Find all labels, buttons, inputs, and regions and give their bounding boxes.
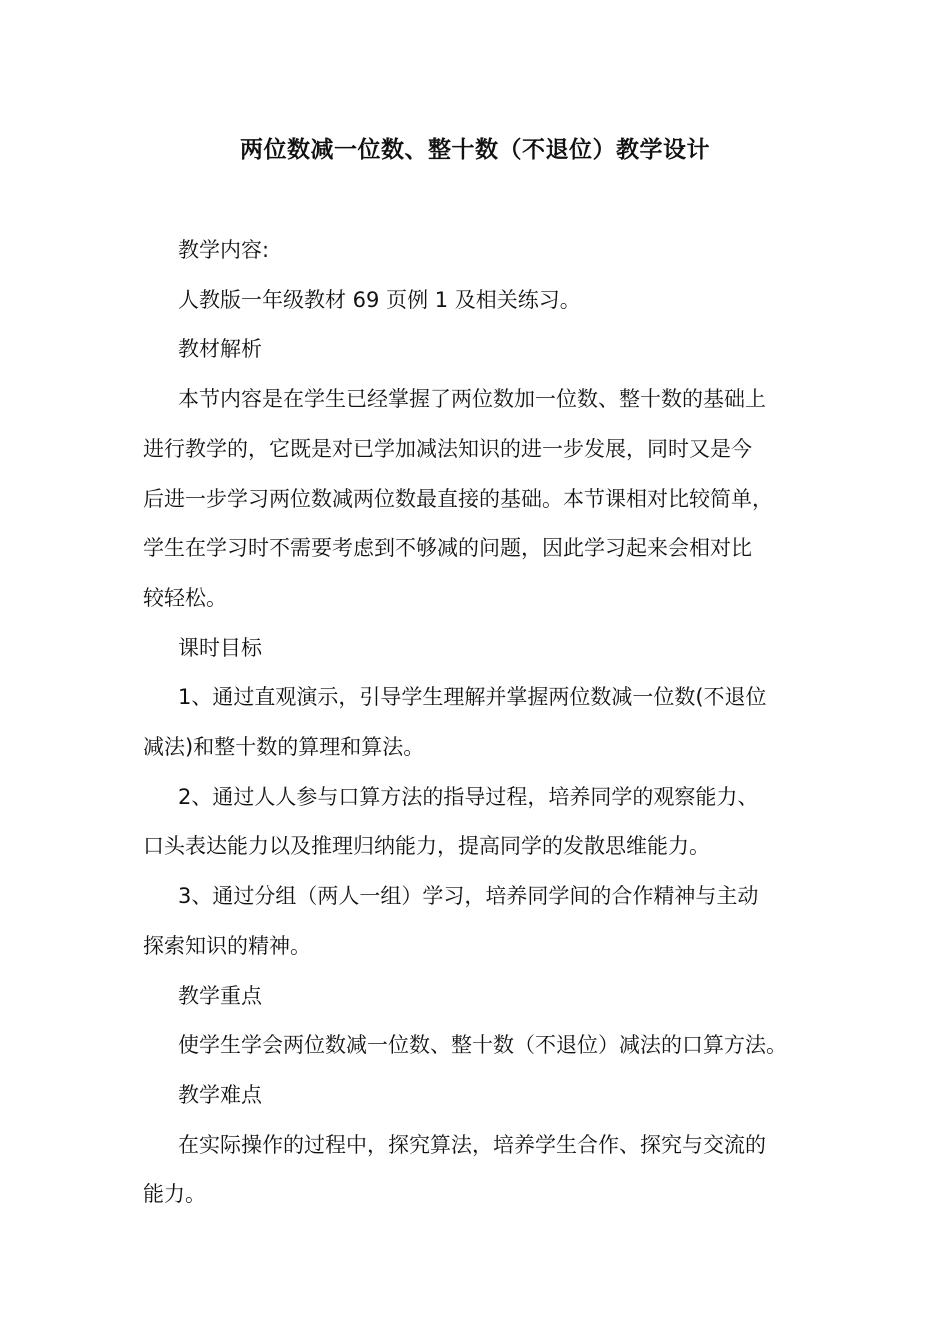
- paragraph: [143, 276, 813, 326]
- paragraph: [143, 972, 813, 1022]
- paragraph: [143, 1021, 813, 1071]
- document-body: [143, 226, 813, 1220]
- paragraph-line: 2、通过人人参与口算方法的指导过程，培养同学的观察能力、: [178, 784, 759, 809]
- paragraph: [143, 325, 813, 375]
- paragraph-line: 在实际操作的过程中，探究算法，培养学生合作、探究与交流的: [178, 1132, 766, 1157]
- paragraph-line: 能力。: [143, 1182, 206, 1207]
- paragraph-line: 学生在学习时不需要考虑到不够减的问题，因此学习起来会相对比: [143, 536, 752, 561]
- document-title: 两位数减一位数、整十数（不退位）教学设计: [240, 137, 710, 163]
- paragraph: [143, 1121, 813, 1220]
- paragraph-line: 教学难点: [178, 1082, 262, 1107]
- paragraph: [143, 375, 813, 624]
- paragraph-line: 教学内容:: [178, 238, 270, 262]
- paragraph-line: 教学重点: [178, 983, 262, 1008]
- paragraph-line: 人教版一年级教材 69 页例 1 及相关练习。: [178, 287, 581, 312]
- paragraph-line: 课时目标: [178, 635, 262, 660]
- paragraph-line: 后进一步学习两位数减两位数最直接的基础。本节课相对比较简单，: [143, 486, 773, 511]
- paragraph-line: 减法)和整十数的算理和算法。: [143, 735, 425, 760]
- paragraph-line: 较轻松。: [143, 585, 227, 610]
- paragraph: [143, 872, 813, 971]
- paragraph-line: 1、通过直观演示，引导学生理解并掌握两位数减一位数(不退位: [178, 685, 767, 710]
- paragraph-line: 3、通过分组（两人一组）学习，培养同学间的合作精神与主动: [178, 884, 759, 909]
- paragraph: [143, 673, 813, 772]
- paragraph: [143, 226, 813, 276]
- paragraph-line: 进行教学的，它既是对已学加减法知识的进一步发展，同时又是今: [143, 436, 752, 461]
- paragraph: [143, 773, 813, 872]
- paragraph: [143, 624, 813, 674]
- paragraph-line: 使学生学会两位数减一位数、整十数（不退位）减法的口算方法。: [178, 1033, 787, 1058]
- paragraph-line: 口头表达能力以及推理归纳能力，提高同学的发散思维能力。: [143, 834, 710, 859]
- paragraph-line: 本节内容是在学生已经掌握了两位数加一位数、整十数的基础上: [178, 387, 766, 412]
- paragraph: [143, 1071, 813, 1121]
- paragraph-line: 探索知识的精神。: [143, 933, 311, 958]
- paragraph-line: 教材解析: [178, 337, 262, 362]
